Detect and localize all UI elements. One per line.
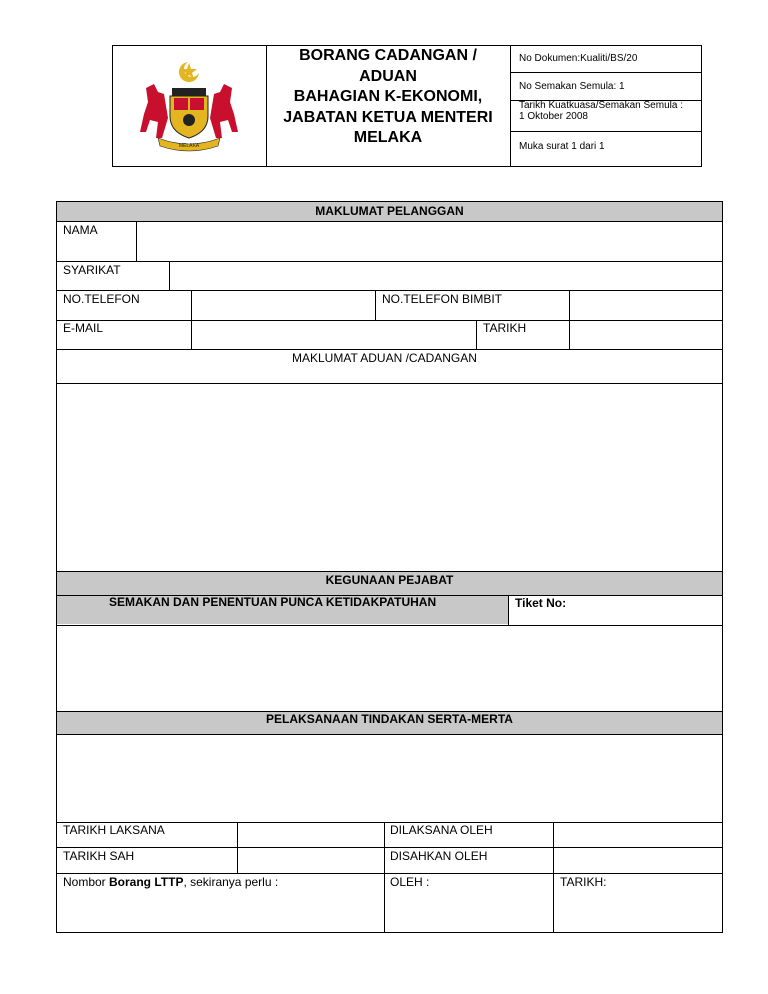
review-label: SEMAKAN DAN PENENTUAN PUNCA KETIDAKPATUHAN (109, 595, 437, 609)
email-field[interactable] (192, 321, 476, 349)
mobile-label: NO.TELEFON BIMBIT (382, 292, 503, 306)
melaka-crest-logo (136, 58, 242, 152)
company-field[interactable] (170, 262, 722, 290)
lttp-prefix: Nombor (63, 875, 110, 889)
lttp-label (63, 875, 278, 889)
done-by-label: DILAKSANA OLEH (390, 823, 493, 837)
confirm-by-label: DISAHKAN OLEH (390, 849, 488, 863)
title-line: BORANG CADANGAN / (299, 47, 477, 64)
ticket-field[interactable] (572, 596, 722, 624)
lttp-bold: Borang LTTP (109, 875, 184, 889)
revision-number: No Semakan Semula: 1 (519, 81, 625, 92)
review-header (57, 596, 508, 624)
form-title (266, 46, 510, 149)
name-field[interactable] (137, 222, 722, 261)
done-by-field[interactable] (554, 823, 722, 847)
done-date-field[interactable] (238, 823, 384, 847)
email-label: E-MAIL (63, 321, 104, 335)
svg-text:MELAKA: MELAKA (178, 143, 200, 149)
effective-date: 1 Oktober 2008 (519, 111, 588, 122)
review-textarea[interactable] (57, 626, 722, 711)
done-date-label: TARIKH LAKSANA (63, 823, 165, 837)
section-title: PELAKSANAAN TINDAKAN SERTA-MERTA (266, 712, 513, 726)
complaint-label: MAKLUMAT ADUAN /CADANGAN (292, 351, 477, 365)
section-title: MAKLUMAT PELANGGAN (315, 204, 464, 218)
title-line: BAHAGIAN K-EKONOMI, (293, 88, 483, 105)
effective-date-label: Tarikh Kuatkuasa/Semakan Semula : (519, 100, 683, 111)
title-line: MELAKA (353, 129, 423, 146)
section-title: KEGUNAAN PEJABAT (325, 573, 454, 587)
by-label: OLEH : (390, 875, 430, 889)
phone-field[interactable] (192, 291, 375, 320)
company-label: SYARIKAT (63, 263, 121, 277)
section-header-customer (57, 202, 722, 221)
page-number: Muka surat 1 dari 1 (519, 141, 605, 152)
title-line: JABATAN KETUA MENTERI (283, 108, 493, 126)
section-header-office (57, 572, 722, 595)
section-header-action (57, 712, 722, 734)
confirm-by-field[interactable] (554, 848, 722, 873)
confirm-date-field[interactable] (238, 848, 384, 873)
name-label: NAMA (63, 223, 98, 237)
confirm-date-label: TARIKH SAH (63, 849, 135, 863)
phone-label: NO.TELEFON (63, 292, 140, 306)
date-label: TARIKH (483, 321, 527, 335)
mobile-field[interactable] (570, 291, 722, 320)
lttp-suffix: , sekiranya perlu : (183, 875, 279, 889)
complaint-textarea[interactable] (57, 384, 722, 571)
title-line: ADUAN (359, 67, 417, 85)
date-field[interactable] (570, 321, 722, 349)
action-textarea[interactable] (57, 735, 722, 822)
ticket-label: Tiket No: (515, 596, 567, 610)
document-number: No Dokumen:Kualiti/BS/20 (519, 53, 638, 64)
final-date-label: TARIKH: (560, 875, 607, 889)
